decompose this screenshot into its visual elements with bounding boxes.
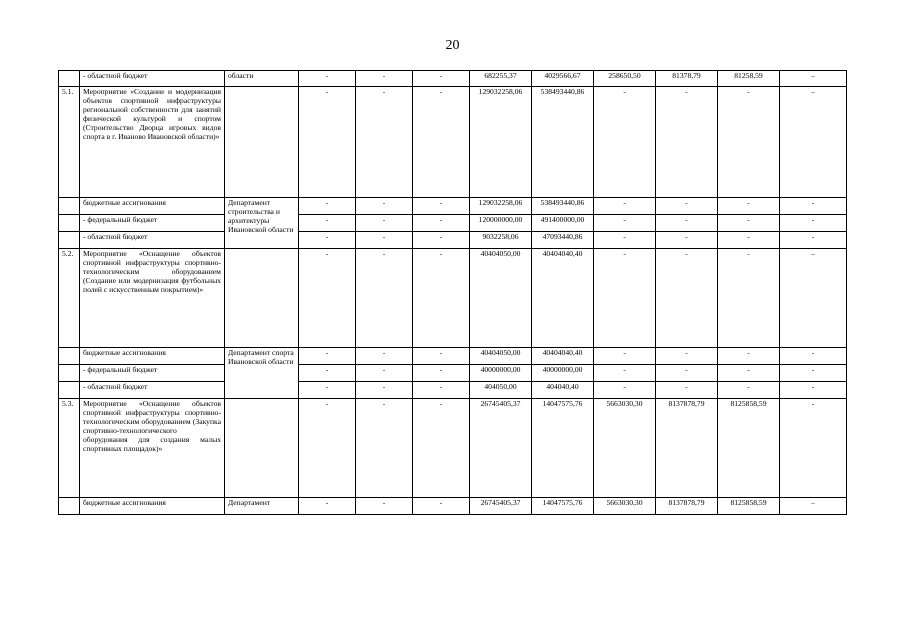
cell: - [718, 365, 780, 382]
row-number [59, 71, 80, 87]
cell: - [299, 198, 356, 215]
cell: - [718, 348, 780, 365]
row-executor [225, 399, 299, 498]
cell: 40000000,00 [532, 365, 594, 382]
cell: - [594, 365, 656, 382]
row-name: Мероприятие «Оснащение объектов спортивной инфраструктуры спортивно-технологическим оборудованием (Создание или модернизация футбольных полей с искусственным покрытием)» [80, 249, 225, 348]
cell: - [356, 382, 413, 399]
page-number: 20 [445, 38, 460, 53]
row-name: - федеральный бюджет [80, 365, 225, 382]
cell: - [718, 215, 780, 232]
cell: - [356, 87, 413, 198]
row-executor: Департамент строительства и архитектуры Ивановской области [225, 198, 299, 249]
cell: 40404050,00 [470, 249, 532, 348]
cell: - [594, 348, 656, 365]
cell: - [356, 198, 413, 215]
row-executor [225, 87, 299, 198]
cell: - [718, 232, 780, 249]
cell: 40404040,40 [532, 249, 594, 348]
table-row [59, 365, 847, 382]
row-name: - областной бюджет [80, 382, 225, 399]
cell: - [718, 87, 780, 198]
row-number [59, 232, 80, 249]
cell: – [780, 498, 847, 515]
cell: - [718, 382, 780, 399]
table-row [59, 215, 847, 232]
cell: - [718, 198, 780, 215]
cell: - [413, 232, 470, 249]
cell: - [780, 215, 847, 232]
cell: - [594, 232, 656, 249]
cell: - [356, 232, 413, 249]
cell: 404050,00 [470, 382, 532, 399]
cell: - [718, 249, 780, 348]
table-row [59, 382, 847, 399]
cell: 81258,59 [718, 71, 780, 87]
cell: 40404040,40 [532, 348, 594, 365]
cell: - [656, 87, 718, 198]
cell: 26745405,37 [470, 399, 532, 498]
row-name: бюджетные ассигнования [80, 198, 225, 215]
table-row [59, 399, 847, 498]
cell: 258650,50 [594, 71, 656, 87]
cell: 682255,37 [470, 71, 532, 87]
cell: - [413, 399, 470, 498]
cell: - [413, 198, 470, 215]
cell: 120000000,00 [470, 215, 532, 232]
cell: 14047575,76 [532, 399, 594, 498]
cell: - [413, 249, 470, 348]
cell: 4029566,67 [532, 71, 594, 87]
table-row [59, 87, 847, 198]
cell: 8125858,59 [718, 399, 780, 498]
cell: - [656, 382, 718, 399]
cell: - [413, 71, 470, 87]
cell: 538493440,86 [532, 87, 594, 198]
cell: - [299, 382, 356, 399]
cell: 8137878,79 [656, 399, 718, 498]
cell: 26745405,37 [470, 498, 532, 515]
cell: - [356, 249, 413, 348]
cell: - [356, 215, 413, 232]
cell: - [356, 498, 413, 515]
cell: - [356, 365, 413, 382]
cell: - [594, 215, 656, 232]
cell: 129032258,06 [470, 198, 532, 215]
row-executor: Департамент спорта Ивановской области [225, 348, 299, 399]
table-row [59, 232, 847, 249]
row-number [59, 215, 80, 232]
row-executor: области [225, 71, 299, 87]
table-row [59, 71, 847, 87]
cell: 5663030,30 [594, 399, 656, 498]
cell: - [780, 382, 847, 399]
cell: – [780, 249, 847, 348]
cell: - [413, 365, 470, 382]
row-number [59, 198, 80, 215]
row-name: бюджетные ассигнования [80, 498, 225, 515]
cell: - [780, 232, 847, 249]
row-name: Мероприятие «Оснащение объектов спортивной инфраструктуры спортивно-технологическим оборудованием (Закупка спортивно-технологического оборудования для создания малых спортивных площадок)» [80, 399, 225, 498]
cell: 404040,40 [532, 382, 594, 399]
row-name: - областной бюджет [80, 71, 225, 87]
cell: - [656, 232, 718, 249]
cell: - [594, 87, 656, 198]
cell: - [780, 399, 847, 498]
cell: - [656, 215, 718, 232]
cell: - [413, 87, 470, 198]
cell: – [780, 71, 847, 87]
cell: 8125858,59 [718, 498, 780, 515]
cell: - [356, 71, 413, 87]
cell: - [780, 365, 847, 382]
cell: - [780, 348, 847, 365]
cell: - [299, 399, 356, 498]
cell: - [413, 498, 470, 515]
row-name: - федеральный бюджет [80, 215, 225, 232]
cell: 9032258,06 [470, 232, 532, 249]
cell: - [299, 498, 356, 515]
cell: - [413, 215, 470, 232]
row-executor: Департамент [225, 498, 299, 515]
table-row [59, 498, 847, 515]
cell: - [413, 348, 470, 365]
row-number: 5.2. [59, 249, 80, 348]
cell: 40000000,00 [470, 365, 532, 382]
cell: – [780, 87, 847, 198]
cell: - [299, 215, 356, 232]
cell: 81378,79 [656, 71, 718, 87]
cell: - [594, 382, 656, 399]
cell: 491400000,00 [532, 215, 594, 232]
cell: 40404050,00 [470, 348, 532, 365]
cell: 47093440,86 [532, 232, 594, 249]
row-name: бюджетные ассигнования [80, 348, 225, 365]
cell: - [656, 365, 718, 382]
cell: - [356, 399, 413, 498]
cell: - [656, 249, 718, 348]
cell: 129032258,06 [470, 87, 532, 198]
budget-table [58, 70, 847, 515]
row-name: - областной бюджет [80, 232, 225, 249]
cell: - [594, 198, 656, 215]
row-name: Мероприятие «Создание и модернизация объектов спортивной инфраструктуры региональной собственности для занятий физической культурой и спортом (Строительство Дворца игровых видов спорта в г. Иваново Ивановской области)» [80, 87, 225, 198]
cell: - [299, 348, 356, 365]
table-row [59, 198, 847, 215]
row-number [59, 498, 80, 515]
cell: 538493440,86 [532, 198, 594, 215]
row-number: 5.1. [59, 87, 80, 198]
cell: - [780, 198, 847, 215]
row-number [59, 382, 80, 399]
cell: - [656, 198, 718, 215]
cell: - [356, 348, 413, 365]
cell: - [299, 365, 356, 382]
row-executor [225, 249, 299, 348]
cell: - [299, 232, 356, 249]
cell: 8137878,79 [656, 498, 718, 515]
cell: - [413, 382, 470, 399]
row-number [59, 365, 80, 382]
cell: - [299, 71, 356, 87]
cell: - [299, 87, 356, 198]
cell: - [594, 249, 656, 348]
cell: 14047575,76 [532, 498, 594, 515]
row-number: 5.3. [59, 399, 80, 498]
cell: - [299, 249, 356, 348]
cell: - [656, 348, 718, 365]
row-number [59, 348, 80, 365]
table-row [59, 348, 847, 365]
table-row [59, 249, 847, 348]
cell: 5663030,30 [594, 498, 656, 515]
